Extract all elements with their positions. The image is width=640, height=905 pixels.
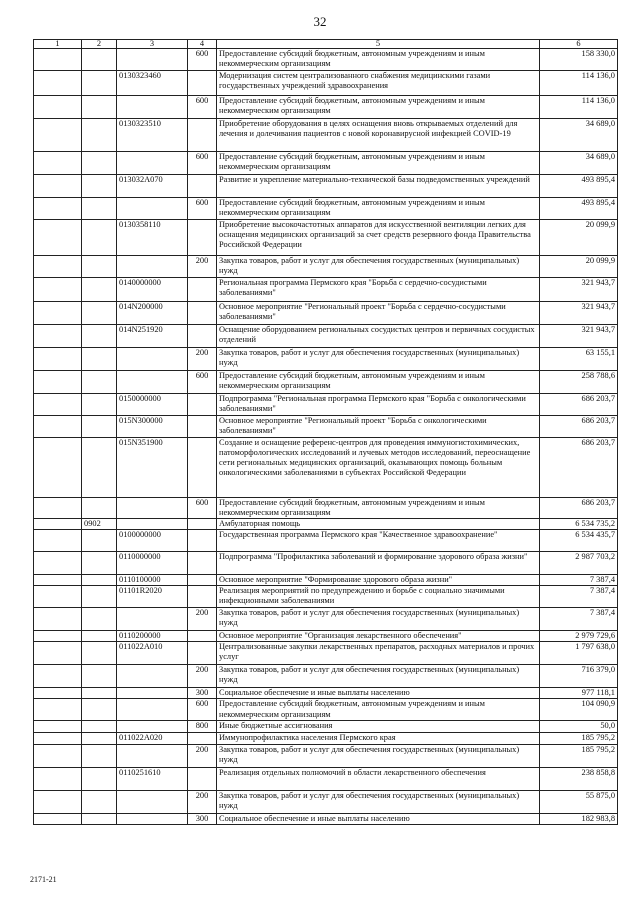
table-row bbox=[34, 220, 618, 256]
target-article-cell bbox=[117, 790, 188, 813]
description-cell: Приобретение оборудования в целях оснащения вновь открываемых отделений для лечения и долечивания пациентов с новой коронавирусной инфекцией COVID-19 bbox=[217, 119, 540, 152]
target-article-cell: 014N251920 bbox=[117, 325, 188, 348]
target-article-cell: 0100000000 bbox=[117, 530, 188, 552]
target-article-cell: 011022А020 bbox=[117, 733, 188, 744]
amount-cell: 158 330,0 bbox=[540, 49, 618, 71]
amount-cell: 686 203,7 bbox=[540, 416, 618, 438]
amount-cell: 1 797 638,0 bbox=[540, 642, 618, 665]
header-cell: 1 bbox=[34, 40, 82, 49]
amount-cell: 7 387,4 bbox=[540, 586, 618, 608]
amount-cell: 2 979 729,6 bbox=[540, 631, 618, 642]
header-cell: 5 bbox=[217, 40, 540, 49]
target-article-cell bbox=[117, 699, 188, 721]
description-cell: Оснащение оборудованием региональных сосудистых центров и первичных сосудистых отделений bbox=[217, 325, 540, 348]
table-row bbox=[34, 416, 618, 438]
target-article-cell: 0130323510 bbox=[117, 119, 188, 152]
target-article-cell bbox=[117, 688, 188, 699]
target-article-cell bbox=[117, 665, 188, 688]
target-article-cell: 014N200000 bbox=[117, 302, 188, 325]
description-cell: Создание и оснащение референс-центров для проведения иммуногистохимических, патоморфологических исследований и лучевых методов исследований, переоснащение сети региональных медицинских организаций, оказывающих помощь больным онкологическими заболеваниями в субъектах Российской Федерации bbox=[217, 438, 540, 498]
expense-type-cell: 600 bbox=[188, 96, 217, 119]
expense-type-cell bbox=[188, 733, 217, 744]
description-cell: Предоставление субсидий бюджетным, автономным учреждениям и иным некоммерческим организациям bbox=[217, 96, 540, 119]
section-cell bbox=[34, 119, 82, 152]
expense-type-cell: 300 bbox=[188, 688, 217, 699]
expense-type-cell bbox=[188, 530, 217, 552]
target-article-cell: 0140000000 bbox=[117, 278, 188, 302]
description-cell: Модернизация систем централизованного снабжения медицинскими газами государственных учреждений здравоохранения bbox=[217, 71, 540, 96]
section-cell bbox=[34, 96, 82, 119]
description-cell: Предоставление субсидий бюджетным, автономным учреждениям и иным некоммерческим организациям bbox=[217, 49, 540, 71]
table-row bbox=[34, 699, 618, 721]
description-cell: Основное мероприятие "Региональный проект "Борьба с онкологическими заболеваниями" bbox=[217, 416, 540, 438]
section-cell bbox=[34, 721, 82, 733]
amount-cell: 104 090,9 bbox=[540, 699, 618, 721]
table-row bbox=[34, 642, 618, 665]
target-article-cell bbox=[117, 721, 188, 733]
target-article-cell bbox=[117, 96, 188, 119]
subsection-cell bbox=[82, 49, 117, 71]
amount-cell: 114 136,0 bbox=[540, 96, 618, 119]
table-row bbox=[34, 325, 618, 348]
subsection-cell bbox=[82, 438, 117, 498]
description-cell: Предоставление субсидий бюджетным, автономным учреждениям и иным некоммерческим организациям bbox=[217, 699, 540, 721]
subsection-cell bbox=[82, 371, 117, 394]
subsection-cell bbox=[82, 665, 117, 688]
subsection-cell bbox=[82, 733, 117, 744]
target-article-cell: 015N300000 bbox=[117, 416, 188, 438]
table-row bbox=[34, 348, 618, 371]
expense-type-cell bbox=[188, 220, 217, 256]
target-article-cell: 0110251610 bbox=[117, 767, 188, 790]
target-article-cell: 0130358110 bbox=[117, 220, 188, 256]
description-cell: Реализация отдельных полномочий в области лекарственного обеспечения bbox=[217, 767, 540, 790]
table-row bbox=[34, 394, 618, 416]
amount-cell: 238 858,8 bbox=[540, 767, 618, 790]
subsection-cell bbox=[82, 394, 117, 416]
amount-cell: 55 875,0 bbox=[540, 790, 618, 813]
description-cell: Предоставление субсидий бюджетным, автономным учреждениям и иным некоммерческим организациям bbox=[217, 198, 540, 220]
amount-cell: 185 795,2 bbox=[540, 733, 618, 744]
table-row bbox=[34, 71, 618, 96]
expense-type-cell: 600 bbox=[188, 152, 217, 175]
description-cell: Основное мероприятие "Региональный проект "Борьба с сердечно-сосудистыми заболеваниями" bbox=[217, 302, 540, 325]
table-row bbox=[34, 198, 618, 220]
amount-cell: 20 099,9 bbox=[540, 256, 618, 278]
description-cell: Социальное обеспечение и иные выплаты населению bbox=[217, 688, 540, 699]
expense-type-cell: 200 bbox=[188, 665, 217, 688]
subsection-cell bbox=[82, 152, 117, 175]
amount-cell: 321 943,7 bbox=[540, 325, 618, 348]
budget-table bbox=[33, 39, 618, 825]
expense-type-cell: 600 bbox=[188, 49, 217, 71]
subsection-cell bbox=[82, 198, 117, 220]
amount-cell: 686 203,7 bbox=[540, 498, 618, 519]
table-row bbox=[34, 371, 618, 394]
description-cell: Централизованные закупки лекарственных препаратов, расходных материалов и прочих услуг bbox=[217, 642, 540, 665]
subsection-cell bbox=[82, 767, 117, 790]
expense-type-cell: 600 bbox=[188, 699, 217, 721]
expense-type-cell: 200 bbox=[188, 608, 217, 631]
section-cell bbox=[34, 198, 82, 220]
description-cell: Региональная программа Пермского края "Борьба с сердечно-сосудистыми заболеваниями" bbox=[217, 278, 540, 302]
expense-type-cell: 600 bbox=[188, 371, 217, 394]
table-row bbox=[34, 688, 618, 699]
table-row bbox=[34, 519, 618, 530]
target-article-cell bbox=[117, 744, 188, 767]
document-code: 2171-21 bbox=[30, 875, 57, 884]
description-cell: Подпрограмма "Профилактика заболеваний и формирование здорового образа жизни" bbox=[217, 552, 540, 575]
table-row bbox=[34, 498, 618, 519]
amount-cell: 34 689,0 bbox=[540, 152, 618, 175]
target-article-cell: 0150000000 bbox=[117, 394, 188, 416]
subsection-cell bbox=[82, 302, 117, 325]
amount-cell: 686 203,7 bbox=[540, 438, 618, 498]
subsection-cell bbox=[82, 552, 117, 575]
amount-cell: 321 943,7 bbox=[540, 302, 618, 325]
amount-cell: 34 689,0 bbox=[540, 119, 618, 152]
section-cell bbox=[34, 519, 82, 530]
subsection-cell bbox=[82, 813, 117, 824]
description-cell: Предоставление субсидий бюджетным, автономным учреждениям и иным некоммерческим организациям bbox=[217, 152, 540, 175]
subsection-cell bbox=[82, 416, 117, 438]
table-row bbox=[34, 575, 618, 586]
header-cell: 3 bbox=[117, 40, 188, 49]
table-row bbox=[34, 49, 618, 71]
description-cell: Иные бюджетные ассигнования bbox=[217, 721, 540, 733]
expense-type-cell: 600 bbox=[188, 498, 217, 519]
subsection-cell bbox=[82, 96, 117, 119]
description-cell: Государственная программа Пермского края "Качественное здравоохранение" bbox=[217, 530, 540, 552]
amount-cell: 977 118,1 bbox=[540, 688, 618, 699]
description-cell: Иммунопрофилактика населения Пермского края bbox=[217, 733, 540, 744]
subsection-cell bbox=[82, 608, 117, 631]
expense-type-cell: 200 bbox=[188, 348, 217, 371]
expense-type-cell bbox=[188, 71, 217, 96]
expense-type-cell bbox=[188, 325, 217, 348]
subsection-cell bbox=[82, 575, 117, 586]
target-article-cell bbox=[117, 49, 188, 71]
section-cell bbox=[34, 175, 82, 198]
page-number: 32 bbox=[313, 14, 327, 29]
amount-cell: 185 795,2 bbox=[540, 744, 618, 767]
subsection-cell bbox=[82, 699, 117, 721]
subsection-cell bbox=[82, 642, 117, 665]
amount-cell: 686 203,7 bbox=[540, 394, 618, 416]
amount-cell: 7 387,4 bbox=[540, 575, 618, 586]
description-cell: Развитие и укрепление материально-технической базы подведомственных учреждений bbox=[217, 175, 540, 198]
subsection-cell bbox=[82, 256, 117, 278]
amount-cell: 493 895,4 bbox=[540, 198, 618, 220]
section-cell bbox=[34, 71, 82, 96]
expense-type-cell: 200 bbox=[188, 744, 217, 767]
expense-type-cell bbox=[188, 278, 217, 302]
expense-type-cell bbox=[188, 394, 217, 416]
subsection-cell bbox=[82, 498, 117, 519]
table-row bbox=[34, 256, 618, 278]
amount-cell: 50,0 bbox=[540, 721, 618, 733]
amount-cell: 321 943,7 bbox=[540, 278, 618, 302]
amount-cell: 20 099,9 bbox=[540, 220, 618, 256]
description-cell: Закупка товаров, работ и услуг для обеспечения государственных (муниципальных) нужд bbox=[217, 790, 540, 813]
table-row bbox=[34, 721, 618, 733]
amount-cell: 63 155,1 bbox=[540, 348, 618, 371]
target-article-cell bbox=[117, 813, 188, 824]
table-row bbox=[34, 733, 618, 744]
description-cell: Предоставление субсидий бюджетным, автономным учреждениям и иным некоммерческим организациям bbox=[217, 371, 540, 394]
section-cell bbox=[34, 688, 82, 699]
section-cell bbox=[34, 665, 82, 688]
target-article-cell bbox=[117, 256, 188, 278]
subsection-cell bbox=[82, 688, 117, 699]
description-cell: Амбулаторная помощь bbox=[217, 519, 540, 530]
section-cell bbox=[34, 416, 82, 438]
subsection-cell bbox=[82, 348, 117, 371]
subsection-cell bbox=[82, 325, 117, 348]
expense-type-cell bbox=[188, 519, 217, 530]
table-row bbox=[34, 744, 618, 767]
table-row bbox=[34, 530, 618, 552]
target-article-cell bbox=[117, 519, 188, 530]
section-cell bbox=[34, 325, 82, 348]
table-row bbox=[34, 608, 618, 631]
expense-type-cell bbox=[188, 586, 217, 608]
section-cell bbox=[34, 744, 82, 767]
section-cell bbox=[34, 438, 82, 498]
subsection-cell bbox=[82, 530, 117, 552]
header-cell: 4 bbox=[188, 40, 217, 49]
target-article-cell bbox=[117, 498, 188, 519]
section-cell bbox=[34, 586, 82, 608]
description-cell: Основное мероприятие "Организация лекарственного обеспечения" bbox=[217, 631, 540, 642]
table-row bbox=[34, 586, 618, 608]
table-row bbox=[34, 813, 618, 824]
description-cell: Подпрограмма "Региональная программа Пермского края "Борьба с онкологическими заболеваниями" bbox=[217, 394, 540, 416]
subsection-cell bbox=[82, 71, 117, 96]
section-cell bbox=[34, 631, 82, 642]
description-cell: Закупка товаров, работ и услуг для обеспечения государственных (муниципальных) нужд bbox=[217, 348, 540, 371]
description-cell: Предоставление субсидий бюджетным, автономным учреждениям и иным некоммерческим организациям bbox=[217, 498, 540, 519]
target-article-cell bbox=[117, 152, 188, 175]
section-cell bbox=[34, 608, 82, 631]
amount-cell: 716 379,0 bbox=[540, 665, 618, 688]
subsection-cell bbox=[82, 790, 117, 813]
description-cell: Закупка товаров, работ и услуг для обеспечения государственных (муниципальных) нужд bbox=[217, 744, 540, 767]
expense-type-cell bbox=[188, 438, 217, 498]
section-cell bbox=[34, 767, 82, 790]
expense-type-cell: 200 bbox=[188, 256, 217, 278]
description-cell: Основное мероприятие "Формирование здорового образа жизни" bbox=[217, 575, 540, 586]
table-row bbox=[34, 302, 618, 325]
section-cell bbox=[34, 278, 82, 302]
target-article-cell: 0110000000 bbox=[117, 552, 188, 575]
section-cell bbox=[34, 733, 82, 744]
expense-type-cell bbox=[188, 767, 217, 790]
header-row bbox=[34, 40, 618, 49]
amount-cell: 182 983,8 bbox=[540, 813, 618, 824]
table-row bbox=[34, 175, 618, 198]
description-cell: Закупка товаров, работ и услуг для обеспечения государственных (муниципальных) нужд bbox=[217, 256, 540, 278]
section-cell bbox=[34, 256, 82, 278]
table-row bbox=[34, 152, 618, 175]
section-cell bbox=[34, 552, 82, 575]
table-row bbox=[34, 119, 618, 152]
expense-type-cell: 800 bbox=[188, 721, 217, 733]
section-cell bbox=[34, 642, 82, 665]
target-article-cell: 013032А070 bbox=[117, 175, 188, 198]
section-cell bbox=[34, 790, 82, 813]
target-article-cell bbox=[117, 608, 188, 631]
table-row bbox=[34, 278, 618, 302]
expense-type-cell bbox=[188, 552, 217, 575]
subsection-cell bbox=[82, 586, 117, 608]
subsection-cell bbox=[82, 721, 117, 733]
header-cell: 6 bbox=[540, 40, 618, 49]
expense-type-cell bbox=[188, 631, 217, 642]
section-cell bbox=[34, 699, 82, 721]
expense-type-cell: 300 bbox=[188, 813, 217, 824]
section-cell bbox=[34, 575, 82, 586]
subsection-cell bbox=[82, 175, 117, 198]
table-row bbox=[34, 96, 618, 119]
section-cell bbox=[34, 498, 82, 519]
amount-cell: 6 534 735,2 bbox=[540, 519, 618, 530]
expense-type-cell bbox=[188, 575, 217, 586]
expense-type-cell bbox=[188, 642, 217, 665]
table-row bbox=[34, 767, 618, 790]
section-cell bbox=[34, 302, 82, 325]
expense-type-cell: 200 bbox=[188, 790, 217, 813]
section-cell bbox=[34, 813, 82, 824]
description-cell: Социальное обеспечение и иные выплаты населению bbox=[217, 813, 540, 824]
section-cell bbox=[34, 49, 82, 71]
subsection-cell bbox=[82, 278, 117, 302]
amount-cell: 114 136,0 bbox=[540, 71, 618, 96]
section-cell bbox=[34, 348, 82, 371]
description-cell: Закупка товаров, работ и услуг для обеспечения государственных (муниципальных) нужд bbox=[217, 665, 540, 688]
target-article-cell: 015N351900 bbox=[117, 438, 188, 498]
subsection-cell bbox=[82, 631, 117, 642]
target-article-cell bbox=[117, 371, 188, 394]
subsection-cell bbox=[82, 119, 117, 152]
description-cell: Приобретение высокочастотных аппаратов для искусственной вентиляции легких для оснащения медицинских организаций за счет средств резервного фонда Правительства Российской Федерации bbox=[217, 220, 540, 256]
expense-type-cell: 600 bbox=[188, 198, 217, 220]
expense-type-cell bbox=[188, 302, 217, 325]
section-cell bbox=[34, 152, 82, 175]
expense-type-cell bbox=[188, 416, 217, 438]
table-row bbox=[34, 665, 618, 688]
table-row bbox=[34, 790, 618, 813]
target-article-cell: 0110100000 bbox=[117, 575, 188, 586]
table-row bbox=[34, 552, 618, 575]
amount-cell: 493 895,4 bbox=[540, 175, 618, 198]
target-article-cell: 01101R2020 bbox=[117, 586, 188, 608]
table-row bbox=[34, 631, 618, 642]
subsection-cell: 0902 bbox=[82, 519, 117, 530]
expense-type-cell bbox=[188, 119, 217, 152]
table-row bbox=[34, 438, 618, 498]
header-cell: 2 bbox=[82, 40, 117, 49]
target-article-cell: 011022А010 bbox=[117, 642, 188, 665]
section-cell bbox=[34, 371, 82, 394]
description-cell: Реализация мероприятий по предупреждению и борьбе с социально значимыми инфекционными заболеваниями bbox=[217, 586, 540, 608]
expense-type-cell bbox=[188, 175, 217, 198]
subsection-cell bbox=[82, 744, 117, 767]
amount-cell: 6 534 435,7 bbox=[540, 530, 618, 552]
amount-cell: 258 788,6 bbox=[540, 371, 618, 394]
amount-cell: 7 387,4 bbox=[540, 608, 618, 631]
subsection-cell bbox=[82, 220, 117, 256]
target-article-cell bbox=[117, 198, 188, 220]
target-article-cell: 0110200000 bbox=[117, 631, 188, 642]
description-cell: Закупка товаров, работ и услуг для обеспечения государственных (муниципальных) нужд bbox=[217, 608, 540, 631]
amount-cell: 2 987 703,2 bbox=[540, 552, 618, 575]
section-cell bbox=[34, 220, 82, 256]
section-cell bbox=[34, 394, 82, 416]
section-cell bbox=[34, 530, 82, 552]
target-article-cell bbox=[117, 348, 188, 371]
target-article-cell: 0130323460 bbox=[117, 71, 188, 96]
